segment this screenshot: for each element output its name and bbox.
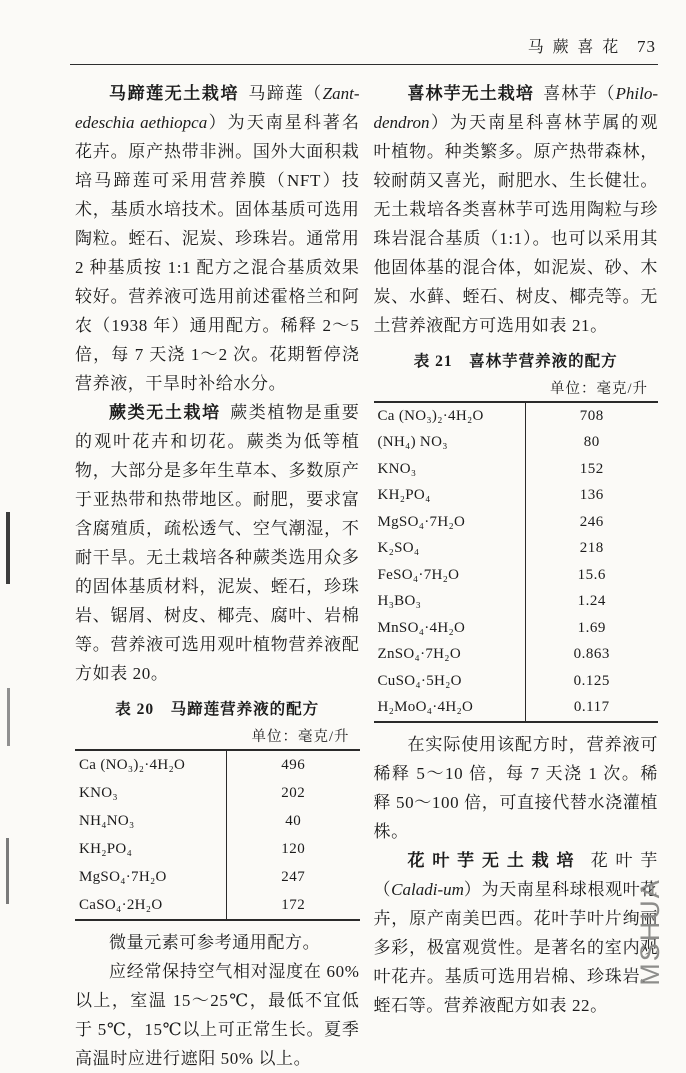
formula-cell: MnSO₄·4H₂O: [374, 615, 526, 642]
table-row: [75, 807, 360, 835]
formula-cell: CaSO₄·2H₂O: [75, 891, 227, 919]
table-row: [374, 615, 659, 642]
table-21: [374, 349, 659, 723]
formula-cell: H₃BO₃: [374, 589, 526, 616]
table-20: [75, 697, 360, 921]
formula-cell: NH₄NO₃: [75, 807, 227, 835]
left-column: [75, 79, 360, 1073]
watermark-text: MSHUA: [635, 878, 665, 986]
table-row: [374, 695, 659, 722]
value-cell: 15.6: [577, 566, 606, 583]
right-column: [374, 79, 659, 1073]
table-title: 表 21 喜林芋营养液的配方: [413, 353, 618, 370]
table-row: [75, 891, 360, 919]
paragraph-text: ）为天南星科喜林芋属的观叶植物。种类繁多。原产热带森林，较耐荫又喜光，耐肥水、生长健壮。无土栽培各类喜林芋可选用陶粒与珍珠岩混合基质（1:1）。也可以采用其他固体基的混合体，如泥炭、砂、木炭、水藓、蛭石、树皮、椰壳等。无土营养液配方可选用如表 21。: [373, 113, 658, 335]
latin-name: Caladi-um: [391, 880, 464, 899]
page-number: 73: [637, 37, 656, 56]
table-row: [374, 589, 659, 616]
table-unit-label: 单位：毫克/升: [251, 729, 350, 745]
table-grid: [374, 401, 659, 723]
table-row: [75, 835, 360, 863]
table-row: [374, 456, 659, 483]
formula-cell: KH₂PO₄: [374, 483, 526, 510]
section-heading: 花叶芋无土栽培: [407, 851, 582, 870]
running-header: [0, 0, 686, 57]
paragraph-trace-elements: 微量元素可参考通用配方。: [109, 933, 321, 952]
paragraph-text: ）为天南星科著名花卉。原产热带非洲。国外大面积栽培马蹄莲可采用营养膜（NFT）技术，基质水培技术。固体基质可选用陶粒。蛭石、泥炭、珍珠岩。通常用 2 种基质按 1:1 配方之混合基质效果较好。营养液可选用前述霍格兰和阿农（1938 年）通用配方。稀释 2～5 倍，每 7 天浇 1～2 次。花期暂停浇营养液，干旱时补给水分。: [75, 113, 360, 393]
formula-cell: MgSO₄·7H₂O: [374, 509, 526, 536]
value-cell: 218: [579, 540, 604, 557]
table-row: [374, 430, 659, 457]
paragraph-caladium: [374, 846, 659, 1020]
table-row: [374, 403, 659, 430]
value-cell: 136: [579, 487, 604, 504]
value-cell: 708: [579, 407, 604, 424]
latin-name: Philo-dendron: [373, 84, 659, 132]
paragraph-philodendron: [374, 79, 659, 340]
formula-cell: ZnSO₄·7H₂O: [374, 642, 526, 669]
formula-cell: K₂SO₄: [374, 536, 526, 563]
table-row: [374, 509, 659, 536]
table-row: [374, 483, 659, 510]
value-cell: 1.24: [577, 593, 606, 610]
paragraph-text: 花叶芋（: [373, 851, 658, 899]
value-cell: 1.69: [577, 619, 606, 636]
value-cell: 0.863: [573, 646, 610, 663]
formula-cell: H₂MoO₄·4H₂O: [374, 695, 526, 722]
latin-name: Zant-edeschia aethiopca: [75, 84, 360, 132]
header-title: 马蕨喜花: [527, 39, 627, 56]
table-row: [374, 536, 659, 563]
table-row: [374, 642, 659, 669]
scan-artifact-line: [7, 688, 10, 746]
formula-cell: Ca (NO₃)₂·4H₂O: [374, 403, 526, 430]
formula-cell: KNO₃: [374, 456, 526, 483]
scan-artifact-line: [6, 838, 9, 904]
table-row: [374, 668, 659, 695]
formula-cell: MgSO₄·7H₂O: [75, 863, 227, 891]
value-cell: 172: [281, 896, 306, 913]
value-cell: 247: [281, 868, 306, 885]
value-cell: 40: [285, 812, 302, 829]
paragraph-ferns: [75, 398, 360, 688]
paragraph-calla-lily: [75, 79, 360, 398]
value-cell: 152: [579, 460, 604, 477]
value-cell: 80: [583, 434, 600, 451]
two-column-body: [0, 65, 686, 1073]
value-cell: 202: [281, 784, 306, 801]
paragraph-dilution-usage: 在实际使用该配方时，营养液可稀释 5～10 倍，每 7 天浇 1 次。稀释 50～100 倍，可直接代替水浇灌植株。: [373, 735, 658, 841]
value-cell: 120: [281, 840, 306, 857]
table-row: [75, 751, 360, 779]
table-row: [75, 779, 360, 807]
paragraph-text: ）为天南星科球根观叶花卉，原产南美巴西。花叶芋叶片绚丽多彩，极富观赏性。是著名的室内观叶花卉。基质可选用岩棉、珍珠岩、蛭石等。营养液配方如表 22。: [373, 880, 658, 1015]
paragraph-text: 喜林芋（: [543, 84, 616, 103]
formula-cell: Ca (NO₃)₂·4H₂O: [75, 751, 227, 779]
table-row: [374, 562, 659, 589]
paragraph-text: 马蹄莲（: [248, 84, 323, 103]
formula-cell: KH₂PO₄: [75, 835, 227, 863]
formula-cell: KNO₃: [75, 779, 227, 807]
value-cell: 496: [281, 756, 306, 773]
value-cell: 0.125: [573, 672, 610, 689]
table-grid: [75, 749, 360, 921]
formula-cell: (NH₄) NO₃: [374, 430, 526, 457]
table-title: 表 20 马蹄莲营养液的配方: [115, 701, 320, 718]
paragraph-climate-requirements: 应经常保持空气相对湿度在 60% 以上，室温 15～25℃，最低不宜低于 5℃，15℃以上可正常生长。夏季高温时应进行遮阳 50% 以上。: [75, 962, 360, 1068]
paragraph-text: 蕨类植物是重要的观叶花卉和切花。蕨类为低等植物，大部分是多年生草本、多数原产于亚热带和热带地区。耐肥，要求富含腐殖质，疏松透气、空气潮湿，不耐干旱。无土栽培各种蕨类选用众多的固体基质材料，泥炭、蛭石，珍珠岩、锯屑、树皮、椰壳、腐叶、岩棉等。营养液可选用观叶植物营养液配方如表 20。: [75, 403, 360, 683]
section-heading: 蕨类无土栽培: [109, 403, 221, 422]
value-cell: 0.117: [573, 699, 610, 716]
section-heading: 喜林芋无土栽培: [407, 84, 534, 103]
formula-cell: FeSO₄·7H₂O: [374, 562, 526, 589]
table-unit-label: 单位：毫克/升: [549, 381, 648, 397]
value-cell: 246: [579, 513, 604, 530]
formula-cell: CuSO₄·5H₂O: [374, 668, 526, 695]
section-heading: 马蹄莲无土栽培: [109, 84, 240, 103]
scan-artifact-line: [6, 512, 10, 584]
table-row: [75, 863, 360, 891]
